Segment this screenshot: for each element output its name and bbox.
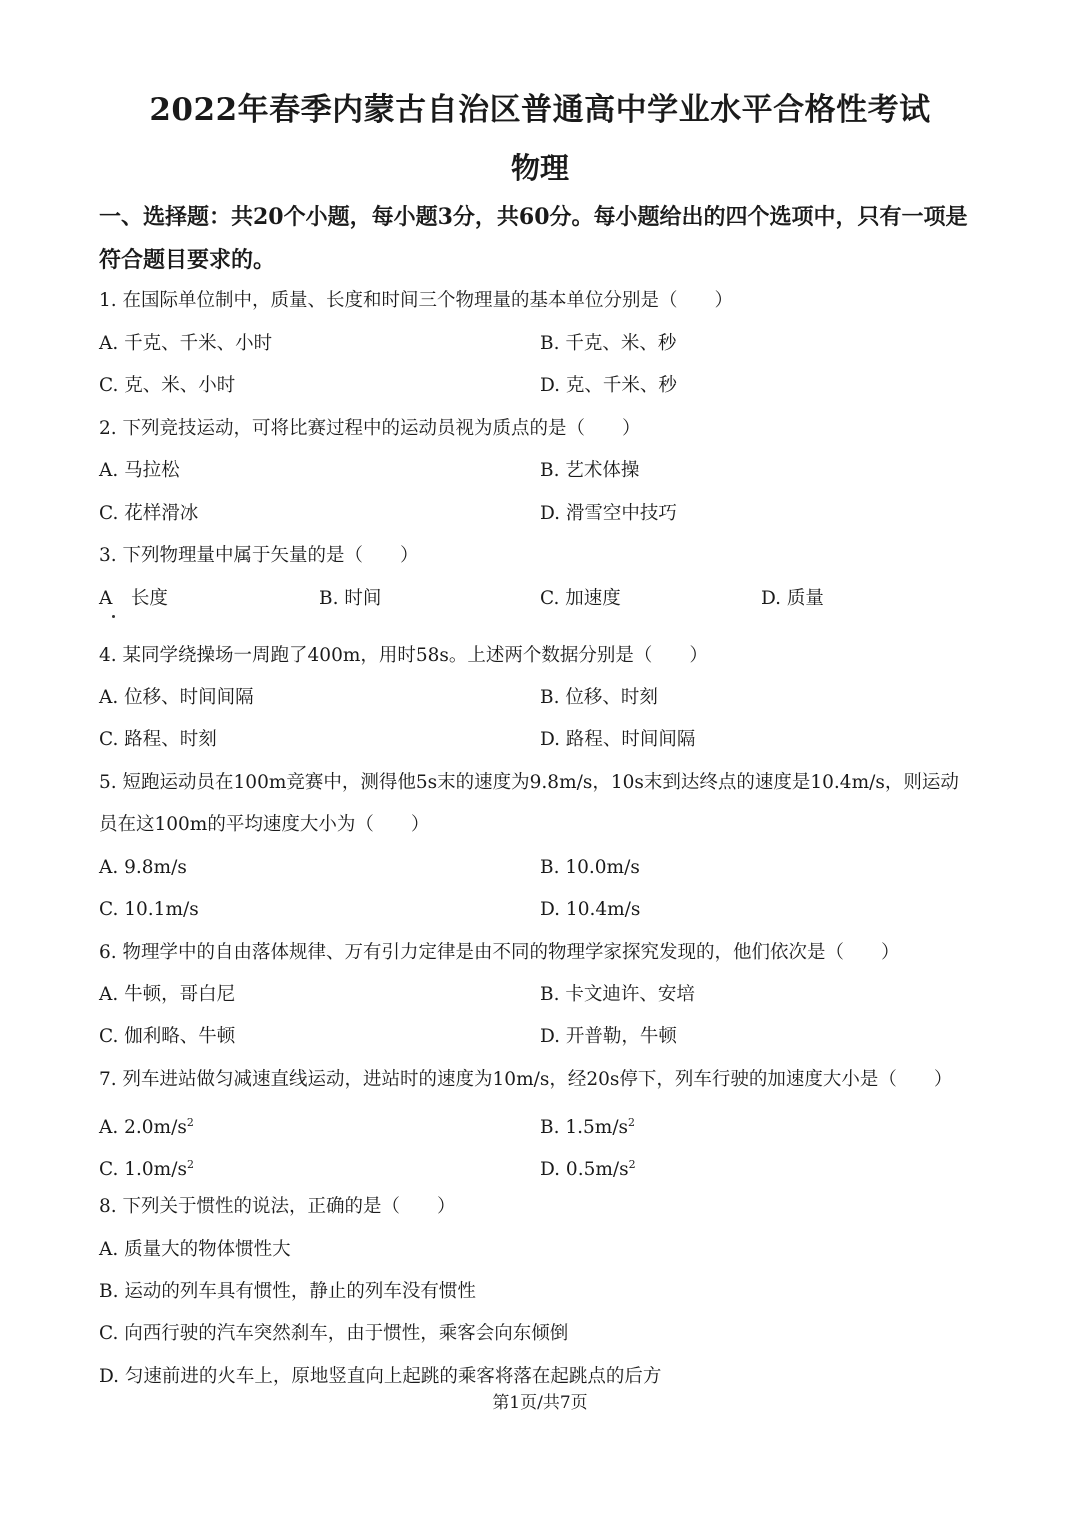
page-number: 第1页/共7页 xyxy=(492,1393,588,1413)
exam-title: 2022年春季内蒙古自治区普通高中学业水平合格性考试 xyxy=(149,92,931,128)
question-1-stem: 1. 在国际单位制中，质量、长度和时间三个物理量的基本单位分别是（ ） xyxy=(99,290,734,311)
question-8-option-c: C. 向西行驶的汽车突然刹车，由于惯性，乘客会向东倾倒 xyxy=(99,1323,569,1344)
question-5-option-c: C. 10.1m/s xyxy=(99,899,199,920)
question-2-option-a: A. 马拉松 xyxy=(99,460,180,481)
question-6-option-a: A. 牛顿，哥白尼 xyxy=(99,984,236,1005)
question-7-stem: 7. 列车进站做匀减速直线运动，进站时的速度为10m/s，经20s停下，列车行驶的加速度大小是（ ） xyxy=(99,1069,953,1090)
question-3-stem: 3. 下列物理量中属于矢量的是（ ） xyxy=(99,545,419,566)
question-5-stem: 5. 短跑运动员在100m竞赛中，测得他5s末的速度为9.8m/s，10s末到达终点的速度是10.4m/s，则运动员在这100m的平均速度大小为（ ） xyxy=(99,772,959,835)
question-7-option-d: D. $0.5m/s^2$ xyxy=(540,1158,636,1181)
stray-dot-mark xyxy=(112,615,115,618)
subject-title: 物理 xyxy=(510,151,569,185)
section-heading: 一、选择题：共20个小题，每小题3分，共60分。每小题给出的四个选项中，只有一项是符合题目要求的。 xyxy=(99,204,968,273)
question-6-option-b: B. 卡文迪许、安培 xyxy=(540,984,695,1005)
question-6-option-d: D. 开普勒，牛顿 xyxy=(540,1026,677,1047)
question-2-option-c: C. 花样滑冰 xyxy=(99,503,199,524)
question-2-option-b: B. 艺术体操 xyxy=(540,460,640,481)
question-3-option-a: A 长度 xyxy=(99,588,168,609)
question-4-option-b: B. 位移、时刻 xyxy=(540,687,658,708)
question-8-stem: 8. 下列关于惯性的说法，正确的是（ ） xyxy=(99,1196,456,1217)
question-6-option-c: C. 伽利略、牛顿 xyxy=(99,1026,236,1047)
question-2-option-d: D. 滑雪空中技巧 xyxy=(540,503,677,524)
question-7-option-b: B. $1.5m/s^2$ xyxy=(540,1116,636,1139)
question-4-option-c: C. 路程、时刻 xyxy=(99,729,217,750)
question-4-option-d: D. 路程、时间间隔 xyxy=(540,729,696,750)
question-6-stem: 6. 物理学中的自由落体规律、万有引力定律是由不同的物理学家探究发现的，他们依次是（ ） xyxy=(99,942,900,963)
question-7-option-a: A. $2.0m/s^2$ xyxy=(99,1116,194,1139)
question-1-option-a: A. 千克、千米、小时 xyxy=(99,333,273,354)
question-8-option-a: A. 质量大的物体惯性大 xyxy=(99,1239,291,1260)
question-1-option-d: D. 克、千米、秒 xyxy=(540,375,677,396)
question-3-option-d: D. 质量 xyxy=(761,588,824,609)
question-8-option-b: B. 运动的列车具有惯性，静止的列车没有惯性 xyxy=(99,1281,476,1302)
question-4-option-a: A. 位移、时间间隔 xyxy=(99,687,254,708)
question-5-option-d: D. 10.4m/s xyxy=(540,899,641,920)
question-3-option-b: B. 时间 xyxy=(319,588,382,609)
question-7-option-c: C. $1.0m/s^2$ xyxy=(99,1158,194,1181)
question-4-stem: 4. 某同学绕操场一周跑了400m，用时58s。上述两个数据分别是（ ） xyxy=(99,645,708,666)
question-8-option-d: D. 匀速前进的火车上，原地竖直向上起跳的乘客将落在起跳点的后方 xyxy=(99,1366,662,1387)
question-2-stem: 2. 下列竞技运动，可将比赛过程中的运动员视为质点的是（ ） xyxy=(99,418,641,439)
question-3-option-c: C. 加速度 xyxy=(540,588,621,609)
question-1-option-c: C. 克、米、小时 xyxy=(99,375,236,396)
question-1-option-b: B. 千克、米、秒 xyxy=(540,333,677,354)
question-5-option-a: A. 9.8m/s xyxy=(99,857,187,878)
question-5-option-b: B. 10.0m/s xyxy=(540,857,640,878)
